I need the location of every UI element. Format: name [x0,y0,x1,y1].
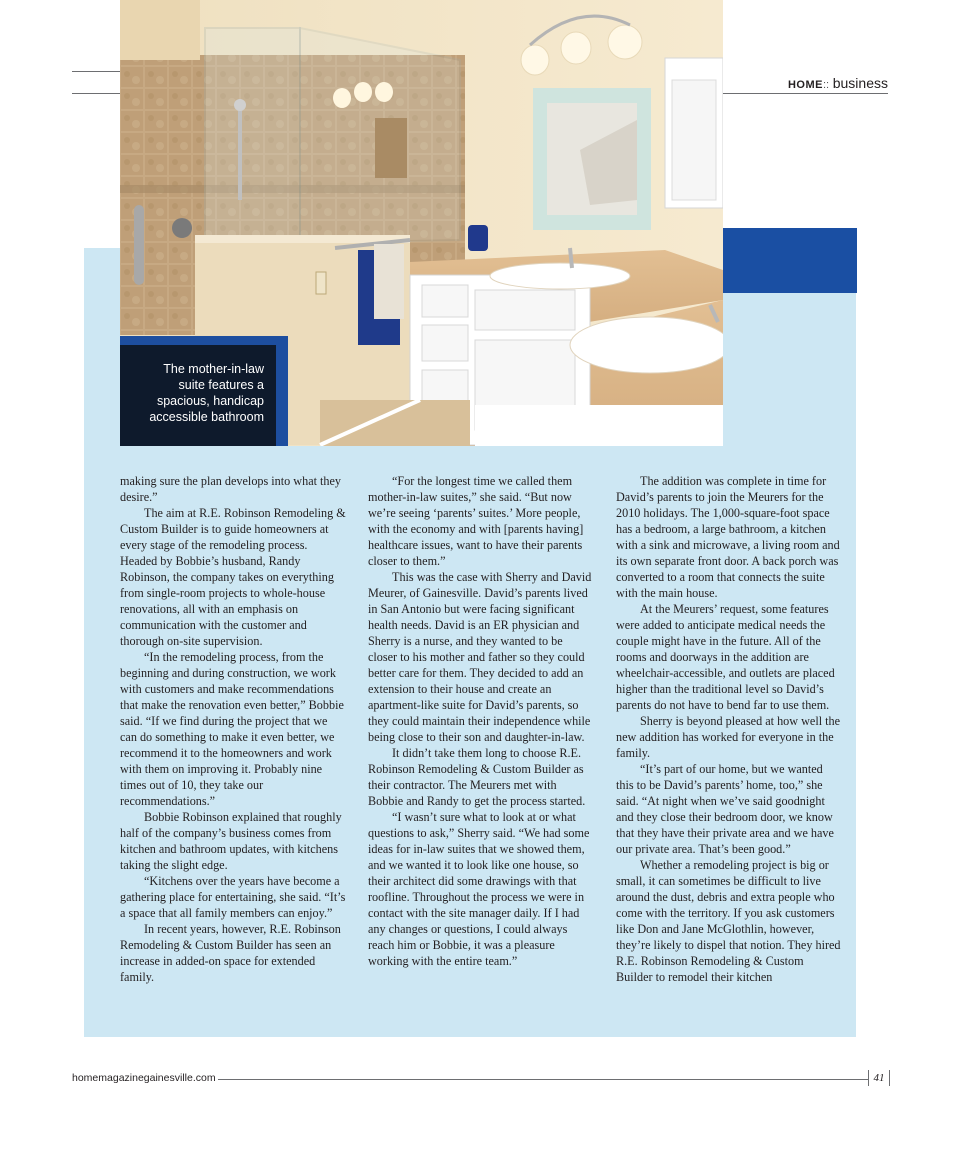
paragraph: “For the longest time we called them mother-in-law suites,” she said. “But now we’re seeing ‘parents’ suites.’ More people, with the economy and with [parents having] healthcare issues, want to have their parents closer to them.” [368,474,584,568]
paragraph: “Kitchens over the years have become a gathering place for entertaining, she said. “It’s a space that all family members can enjoy.” [120,874,346,920]
paragraph: making sure the plan develops into what they desire.” [120,474,342,504]
section-separator: :: [822,79,830,91]
section-kicker: HOME [787,79,823,91]
paragraph: The addition was complete in time for David’s parents to join the Meurers for the 2010 holidays. The 1,000-square-foot space has a bedroom, a large bathroom, a kitchen with a sink and microwave, a living room and its own separate front door. A back porch was converted to a room that connects the suite with the main house. [616,474,840,600]
paragraph: “It’s part of our home, but we wanted this to be David’s parents’ home, too,” she said. “At night when we’ve said goodnight and they close their bedroom door, we know that they have their private area and we have our private area. That’s been good.” [616,762,834,856]
paragraph: In recent years, however, R.E. Robinson Remodeling & Custom Builder has seen an increase in added-on space for extended family. [120,922,341,984]
footer-url[interactable]: homemagazinegainesville.com [72,1072,216,1084]
header-rule-right [723,93,888,94]
section-word: business [832,75,888,91]
article-column-2 [368,473,594,969]
paragraph: The aim at R.E. Robinson Remodeling & Custom Builder is to guide homeowners at every stage of the remodeling process. Headed by Bobbie’s husband, Randy Robinson, the company takes on everything from single-room projects to whole-house renovations, all with an emphasis on communication with the customer and thorough on-site supervision. [120,506,346,648]
header-rule-bottom-left [72,93,120,94]
page-number: 41 [868,1070,890,1086]
header-rule-top-left [72,71,120,72]
footer-rule [218,1079,868,1080]
paragraph: “In the remodeling process, from the beginning and during construction, we work with customers and make recommendations that make the renovation even better,” Bobbie said. “If we find during the project that we can do something to make it even better, we recommend it to the homeowners and work with them on improving it. Probably nine times out of 10, they take our recommendations.” [120,650,344,808]
paragraph: It didn’t take them long to choose R.E. Robinson Remodeling & Custom Builder as their contractor. The Meurers met with Bobbie and Randy to get the process started. [368,746,586,808]
section-label [788,75,888,91]
paragraph: Sherry is beyond pleased at how well the new addition has worked for everyone in the family. [616,714,841,760]
article-column-1 [120,473,346,985]
accent-block [722,228,857,293]
paragraph: “I wasn’t sure what to look at or what questions to ask,” Sherry said. “We had some ideas for in-law suites that we showed them, and we wanted it to look like one house, so their architect did some drawings with that roofline. Throughout the process we were in contact with the site manager daily. If I had any changes or questions, I could always reach him or Bobbie, it was a pleasure working with the entire team.” [368,810,590,968]
article-column-3 [616,473,842,985]
paragraph: Whether a remodeling project is big or small, it can sometimes be difficult to live around the dust, debris and extra people who come with the territory. If you ask customers like Don and Jane McGlothlin, however, they’re likely to dispel that notion. They hired R.E. Robinson Remodeling & Custom Builder to remodel their kitchen [616,858,841,984]
photo-caption: The mother-in-law suite features a spacious, handicap accessible bathroom [120,345,276,446]
paragraph: This was the case with Sherry and David Meurer, of Gainesville. David’s parents lived in San Antonio but were facing significant health needs. David is an ER physician and Sherry is a nurse, and they wanted to be closer to his mother and father so they could better care for them. They decided to add an extension to their house and create an apartment-like suite for David’s parents, so they could maintain their independence while being close to their son and daughter-in-law. [368,570,592,744]
paragraph: Bobbie Robinson explained that roughly half of the company’s business comes from kitchen and bathroom updates, with kitchens taking the slight edge. [120,810,342,872]
paragraph: At the Meurers’ request, some features were added to anticipate medical needs the couple might have in the future. All of the rooms and doorways in the addition are wheelchair-accessible, and outlets are placed higher than the traditional level so David’s parents do not have to bend far to use them. [616,602,835,712]
